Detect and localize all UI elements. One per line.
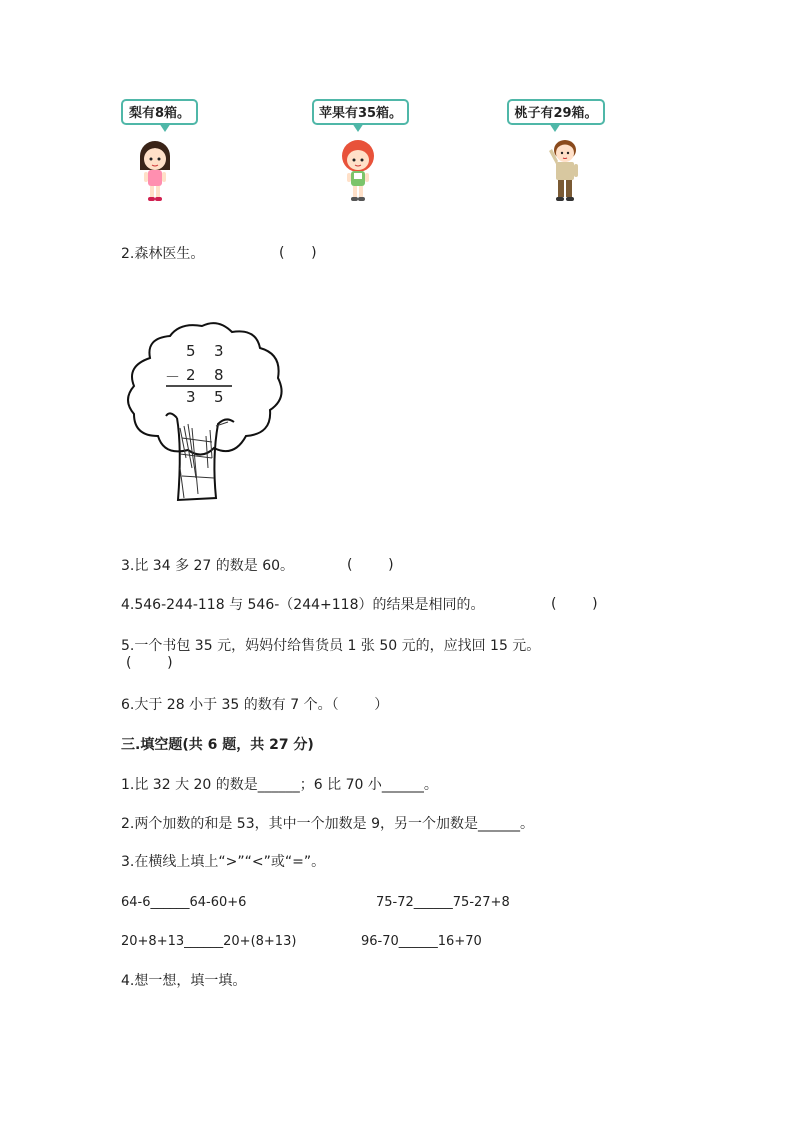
section-3-title: 三.填空题(共 6 题，共 27 分) xyxy=(121,737,314,753)
speech-bubble-apples: 苹果有35箱。 xyxy=(312,99,409,125)
question-2-text: 2.森林医生。 xyxy=(121,246,205,262)
answer-paren-q3[interactable]: ( ) xyxy=(347,557,394,573)
fill-question-3: 3.在横线上填上“>”“<”或“=”。 xyxy=(121,854,326,870)
tree-digit-second-ones: 8 xyxy=(214,366,224,384)
fill-question-4: 4.想一想，填一填。 xyxy=(121,973,247,989)
speech-bubble-peaches: 桃子有29箱。 xyxy=(507,99,605,125)
girl-figure-2 xyxy=(336,139,380,203)
fill-item-3[interactable]: 20+8+13______20+(8+13) xyxy=(121,934,297,949)
tree-digit-top-tens: 5 xyxy=(186,342,196,360)
tree-illustration xyxy=(122,318,288,510)
answer-paren-q4[interactable]: ( ) xyxy=(551,596,598,612)
tree-digit-second-tens: 2 xyxy=(186,366,196,384)
fill-question-1: 1.比 32 大 20 的数是______；6 比 70 小______。 xyxy=(121,777,438,793)
question-3-text: 3.比 34 多 27 的数是 60。 xyxy=(121,558,295,574)
question-4-text: 4.546-244-118 与 546-（244+118）的结果是相同的。 xyxy=(121,597,485,613)
answer-paren-q5[interactable]: ( ) xyxy=(126,655,173,671)
question-5-text: 5.一个书包 35 元，妈妈付给售货员 1 张 50 元的，应找回 15 元。 xyxy=(121,638,541,654)
answer-paren-q2[interactable]: ( ) xyxy=(279,245,317,261)
question-6-text: 6.大于 28 小于 35 的数有 7 个。（ ） xyxy=(121,697,389,713)
fill-question-2: 2.两个加数的和是 53，其中一个加数是 9，另一个加数是______。 xyxy=(121,816,534,832)
tree-digit-top-ones: 3 xyxy=(214,342,224,360)
tree-digit-result-tens: 3 xyxy=(186,388,196,406)
speech-bubble-pears: 梨有8箱。 xyxy=(121,99,198,125)
boy-figure xyxy=(543,137,583,203)
tree-digit-result-ones: 5 xyxy=(214,388,224,406)
fill-item-2[interactable]: 75-72______75-27+8 xyxy=(376,895,510,910)
fill-item-1[interactable]: 64-6______64-60+6 xyxy=(121,895,247,910)
tree-minus-sign: － xyxy=(165,368,181,386)
girl-figure-1 xyxy=(133,139,177,203)
fill-item-4[interactable]: 96-70______16+70 xyxy=(361,934,482,949)
